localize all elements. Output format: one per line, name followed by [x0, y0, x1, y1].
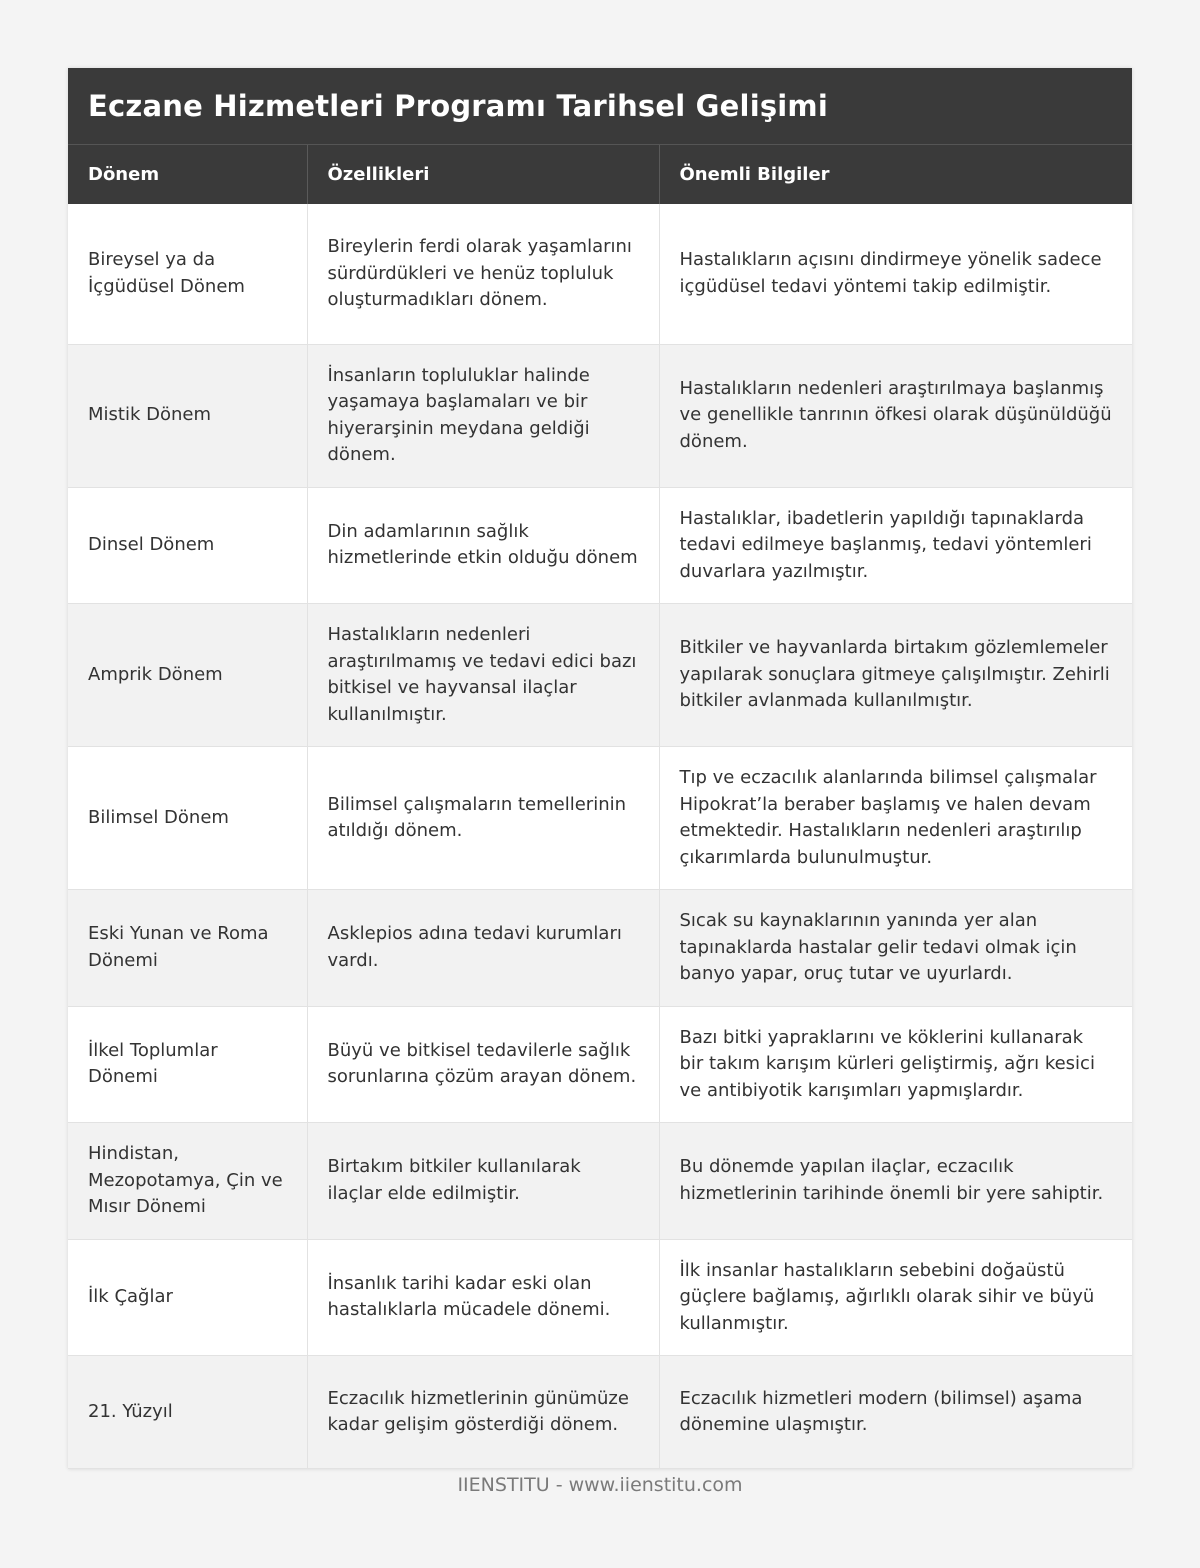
- cell-period: Hindistan, Mezopotamya, Çin ve Mısır Dönemi: [68, 1123, 307, 1240]
- table-row: [68, 604, 1132, 747]
- cell-features: Eczacılık hizmetlerinin günümüze kadar gelişim gösterdiği dönem.: [307, 1356, 659, 1469]
- cell-features: Büyü ve bitkisel tedavilerle sağlık sorunlarına çözüm arayan dönem.: [307, 1006, 659, 1123]
- cell-key-info: Hastalıkların nedenleri araştırılmaya başlanmış ve genellikle tanrının öfkesi olarak düşünüldüğü dönem.: [659, 344, 1132, 487]
- cell-features: Asklepios adına tedavi kurumları vardı.: [307, 890, 659, 1007]
- table-row: [68, 344, 1132, 487]
- cell-features: İnsanların topluluklar halinde yaşamaya başlamaları ve bir hiyerarşinin meydana geldiği dönem.: [307, 344, 659, 487]
- table-row: [68, 890, 1132, 1007]
- cell-features: Bireylerin ferdi olarak yaşamlarını sürdürdükleri ve henüz topluluk oluşturmadıkları dönem.: [307, 204, 659, 344]
- cell-features: Birtakım bitkiler kullanılarak ilaçlar elde edilmiştir.: [307, 1123, 659, 1240]
- table-row: [68, 487, 1132, 604]
- cell-key-info: Bitkiler ve hayvanlarda birtakım gözlemlemeler yapılarak sonuçlara gitmeye çalışılmıştır. Zehirli bitkiler avlanmada kullanılmıştır.: [659, 604, 1132, 747]
- cell-key-info: Eczacılık hizmetleri modern (bilimsel) aşama dönemine ulaşmıştır.: [659, 1356, 1132, 1469]
- table-row: [68, 204, 1132, 344]
- cell-period: 21. Yüzyıl: [68, 1356, 307, 1469]
- table-header-row: [68, 145, 1132, 204]
- table-row: [68, 1006, 1132, 1123]
- history-table: [68, 145, 1132, 1469]
- cell-period: Amprik Dönem: [68, 604, 307, 747]
- cell-period: Eski Yunan ve Roma Dönemi: [68, 890, 307, 1007]
- cell-key-info: Hastalıkların açısını dindirmeye yönelik sadece içgüdüsel tedavi yöntemi takip edilmiştir.: [659, 204, 1132, 344]
- column-header-key-info: Önemli Bilgiler: [659, 145, 1132, 204]
- footer-credit: IIENSTITU - www.iienstitu.com: [457, 1474, 743, 1496]
- table-row: [68, 1356, 1132, 1469]
- title-bar: [68, 68, 1132, 145]
- cell-period: Mistik Dönem: [68, 344, 307, 487]
- cell-period: Bireysel ya da İçgüdüsel Dönem: [68, 204, 307, 344]
- cell-key-info: Tıp ve eczacılık alanlarında bilimsel çalışmalar Hipokrat’la beraber başlamış ve halen devam etmektedir. Hastalıkların nedenleri araştırılıp çıkarımlarda bulunulmuştur.: [659, 747, 1132, 890]
- cell-key-info: Hastalıklar, ibadetlerin yapıldığı tapınaklarda tedavi edilmeye başlanmış, tedavi yöntemleri duvarlara yazılmıştır.: [659, 487, 1132, 604]
- cell-features: Din adamlarının sağlık hizmetlerinde etkin olduğu dönem: [307, 487, 659, 604]
- column-header-features: Özellikleri: [307, 145, 659, 204]
- cell-features: Hastalıkların nedenleri araştırılmamış ve tedavi edici bazı bitkisel ve hayvansal ilaçlar kullanılmıştır.: [307, 604, 659, 747]
- table-row: [68, 1123, 1132, 1240]
- cell-period: Dinsel Dönem: [68, 487, 307, 604]
- cell-key-info: İlk insanlar hastalıkların sebebini doğaüstü güçlere bağlamış, ağırlıklı olarak sihir ve büyü kullanmıştır.: [659, 1239, 1132, 1356]
- cell-key-info: Sıcak su kaynaklarının yanında yer alan tapınaklarda hastalar gelir tedavi olmak için banyo yapar, oruç tutar ve uyurlardı.: [659, 890, 1132, 1007]
- page-title: Eczane Hizmetleri Programı Tarihsel Gelişimi: [88, 89, 828, 123]
- table-card: [68, 68, 1132, 1469]
- cell-key-info: Bazı bitki yapraklarını ve köklerini kullanarak bir takım karışım kürleri geliştirmiş, ağrı kesici ve antibiyotik karışımları yapmışlardır.: [659, 1006, 1132, 1123]
- table-row: [68, 747, 1132, 890]
- cell-features: Bilimsel çalışmaların temellerinin atıldığı dönem.: [307, 747, 659, 890]
- cell-features: İnsanlık tarihi kadar eski olan hastalıklarla mücadele dönemi.: [307, 1239, 659, 1356]
- cell-key-info: Bu dönemde yapılan ilaçlar, eczacılık hizmetlerinin tarihinde önemli bir yere sahiptir.: [659, 1123, 1132, 1240]
- cell-period: İlkel Toplumlar Dönemi: [68, 1006, 307, 1123]
- cell-period: İlk Çağlar: [68, 1239, 307, 1356]
- cell-period: Bilimsel Dönem: [68, 747, 307, 890]
- column-header-period: Dönem: [68, 145, 307, 204]
- table-row: [68, 1239, 1132, 1356]
